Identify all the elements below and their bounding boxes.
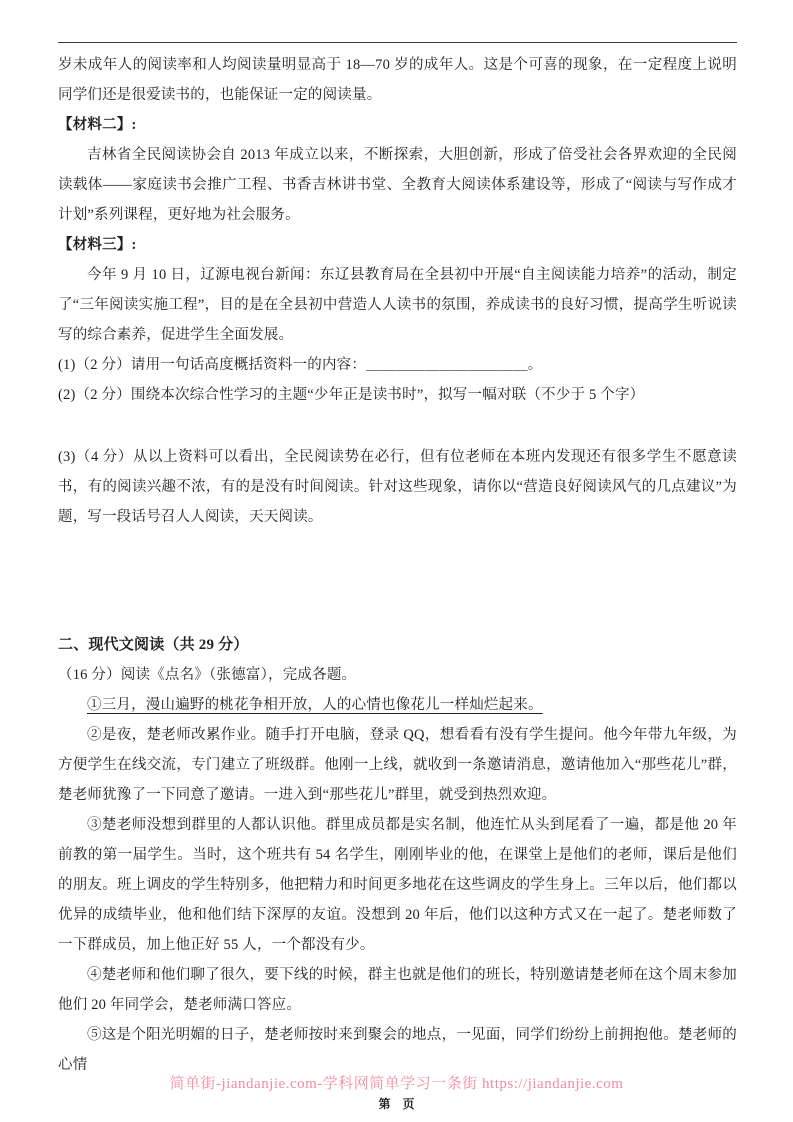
question-3: (3)（4 分）从以上资料可以看出，全民阅读势在必行，但有位老师在本班内发现还有很多学生不愿意读书，有的阅读兴趣不浓，有的是没有时间阅读。针对这些现象，请你以“营造良好阅读风气的几点建议”为题，写一段话号召人人阅读，天天阅读。 <box>58 449 737 525</box>
material-2-body: 吉林省全民阅读协会自 2013 年成立以来，不断探索，大胆创新，形成了倍受社会各界欢迎的全民阅读载体——家庭读书会推广工程、书香吉林讲书堂、全教育大阅读体系建设等，形成了“阅读与写作成才计划”系列课程，更好地为社会服务。 <box>58 147 737 223</box>
page-content <box>58 50 737 1080</box>
continued-paragraph: 岁未成年人的阅读率和人均阅读量明显高于 18—70 岁的成年人。这是个可喜的现象，在一定程度上说明同学们还是很爱读书的，也能保证一定的阅读量。 <box>58 57 737 103</box>
reading-task-intro: （16 分）阅读《点名》（张德富），完成各题。 <box>58 667 357 683</box>
passage-paragraph-5: ⑤这是个阳光明媚的日子，楚老师按时来到聚会的地点，一见面，同学们纷纷上前拥抱他。楚老师的心情 <box>58 1027 737 1073</box>
underlined-sentence: ①三月，漫山遍野的桃花争相开放，人的心情也像花儿一样灿烂起来。 <box>87 697 543 713</box>
material-3-label: 【材料三】: <box>58 237 137 253</box>
material-2-label: 【材料二】: <box>58 117 137 133</box>
material-3-body: 今年 9 月 10 日，辽源电视台新闻：东辽县教育局在全县初中开展“自主阅读能力培养”的活动，制定了“三年阅读实施工程”，目的是在全县初中营造人人读书的氛围，养成读书的良好习惯，提高学生听说读写的综合素养，促进学生全面发展。 <box>58 267 737 343</box>
question-1: (1)（2 分）请用一句话高度概括资料一的内容：＿＿＿＿＿＿＿＿＿＿＿。 <box>58 357 543 373</box>
passage-paragraph-1 <box>58 690 737 720</box>
footer-brand-line: 简单街-jiandanjie.com-学科网简单学习一条街 https://jiandanjie.com <box>169 1076 624 1092</box>
passage-paragraph-4: ④楚老师和他们聊了很久，要下线的时候，群主也就是他们的班长，特别邀请楚老师在这个周末参加他们 20 年同学会，楚老师满口答应。 <box>58 967 737 1013</box>
section-2-heading: 二、现代文阅读（共 29 分） <box>58 637 249 653</box>
passage-paragraph-2: ②是夜，楚老师改累作业。随手打开电脑，登录 QQ，想看看有没有学生提问。他今年带九年级，为方便学生在线交流，专门建立了班级群。他刚一上线，就收到一条邀请消息，邀请他加入“那些花儿”群，楚老师犹豫了一下同意了邀请。一进入到“那些花儿”群里，就受到热烈欢迎。 <box>58 727 737 803</box>
page-footer <box>0 1072 793 1112</box>
passage-paragraph-3: ③楚老师没想到群里的人都认识他。群里成员都是实名制，他连忙从头到尾看了一遍，都是他 20 年前教的第一届学生。当时，这个班共有 54 名学生，刚刚毕业的他，在课堂上是他们的老师，课后是他们的朋友。班上调皮的学生特别多，他把精力和时间更多地花在这些调皮的学生身上。三年以后，他们都以优异的成绩毕业，他和他们结下深厚的友谊。没想到 20 年后，他们以这种方式又在一起了。楚老师数了一下群成员，加上他正好 55 人，一个都没有少。 <box>58 817 737 953</box>
header-rule <box>58 42 737 43</box>
question-2: (2)（2 分）围绕本次综合性学习的主题“少年正是读书时”，拟写一幅对联（不少于 5 个字） <box>58 387 645 403</box>
page-number: 第 页 <box>378 1097 415 1111</box>
